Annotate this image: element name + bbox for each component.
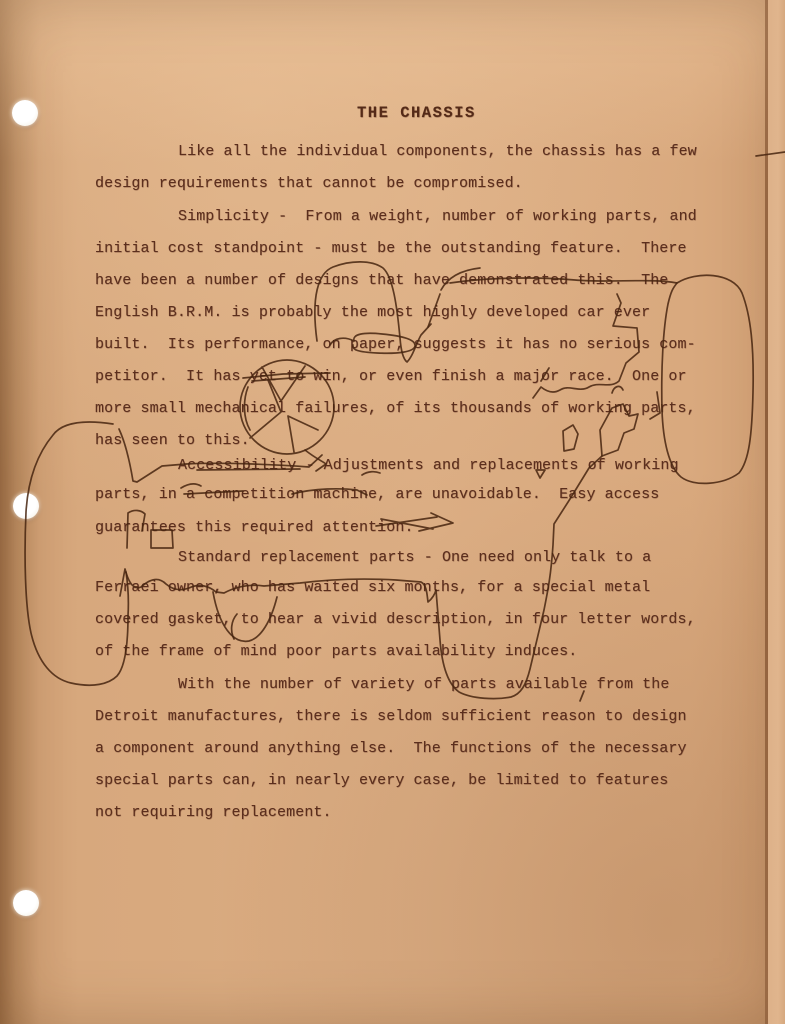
typewritten-line: petitor. It has yet to win, or even finish a major race. One or bbox=[95, 368, 687, 385]
typewritten-line: not requiring replacement. bbox=[95, 804, 332, 821]
tick-above-working-ink bbox=[612, 386, 623, 393]
typewritten-line: has seen to this. bbox=[95, 432, 250, 449]
strike-machine-ink bbox=[292, 489, 367, 495]
page-title: THE CHASSIS bbox=[357, 104, 476, 122]
swoosh-under-hear-ink bbox=[213, 592, 277, 641]
typewritten-line: initial cost standpoint - must be the outstanding feature. There bbox=[95, 240, 687, 257]
curve-that-have-ink bbox=[441, 268, 480, 290]
working-parts-tick-ink bbox=[650, 392, 660, 419]
left-balloon-loop-ink bbox=[25, 422, 128, 685]
typewritten-line: Detroit manufactures, there is seldom sufficient reason to design bbox=[95, 708, 687, 725]
typewritten-line: design requirements that cannot be compromised. bbox=[95, 175, 523, 192]
tick-under-from-ink bbox=[580, 691, 584, 701]
typewritten-line: English B.R.M. is probably the most highly developed car ever bbox=[95, 304, 651, 321]
strike-attention-zigzag-ink bbox=[376, 513, 453, 531]
pentagon-doodle-ink bbox=[600, 404, 638, 456]
typewritten-line: built. Its performance, on paper, suggests it has no serious com- bbox=[95, 336, 696, 353]
tall-loop-designs-paper-ink bbox=[315, 262, 431, 362]
strike-demonstrated-this-ink bbox=[450, 278, 677, 283]
strike-a-com-ink bbox=[181, 484, 243, 494]
typewritten-line: Ferraei owner, who has waited six months, for a special metal bbox=[95, 579, 651, 596]
typewritten-line: Simplicity - From a weight, number of working parts, and bbox=[178, 208, 697, 225]
typewritten-line: have been a number of designs that have demonstrated this. The bbox=[95, 272, 669, 289]
typewritten-line: covered gasket, to hear a vivid description, in four letter words, bbox=[95, 611, 696, 628]
right-zigzag-race-ink bbox=[533, 294, 639, 398]
typewritten-line: parts, in a competition machine, are unavoidable. Easy access bbox=[95, 486, 660, 503]
dash-adjustments-ink bbox=[362, 472, 380, 475]
right-balloon-loop-ink bbox=[662, 275, 753, 483]
trapezoid-doodle-ink bbox=[563, 425, 578, 451]
strike-yet-to-ink bbox=[243, 373, 330, 381]
typewritten-line: Standard replacement parts - One need only talk to a bbox=[178, 549, 652, 566]
typewritten-line: Like all the individual components, the chassis has a few bbox=[178, 143, 697, 160]
typewritten-line: Accessibility - Adjustments and replacements of working bbox=[178, 457, 679, 474]
typewritten-line: of the frame of mind poor parts availability induces. bbox=[95, 643, 578, 660]
typewritten-line: a component around anything else. The functions of the necessary bbox=[95, 740, 687, 757]
typewritten-line: special parts can, in nearly every case, be limited to features bbox=[95, 772, 669, 789]
right-margin-tick-ink bbox=[756, 152, 785, 156]
typewritten-line: With the number of variety of parts available from the bbox=[178, 676, 670, 693]
typewritten-line: more small mechanical failures, of its thousands of working parts, bbox=[95, 400, 696, 417]
slash-most-highly-ink bbox=[428, 294, 440, 327]
typewritten-line: guarantees this required attention. bbox=[95, 519, 414, 536]
guarantees-bracket-ink bbox=[127, 510, 173, 548]
caret-replacements-ink bbox=[536, 470, 545, 478]
